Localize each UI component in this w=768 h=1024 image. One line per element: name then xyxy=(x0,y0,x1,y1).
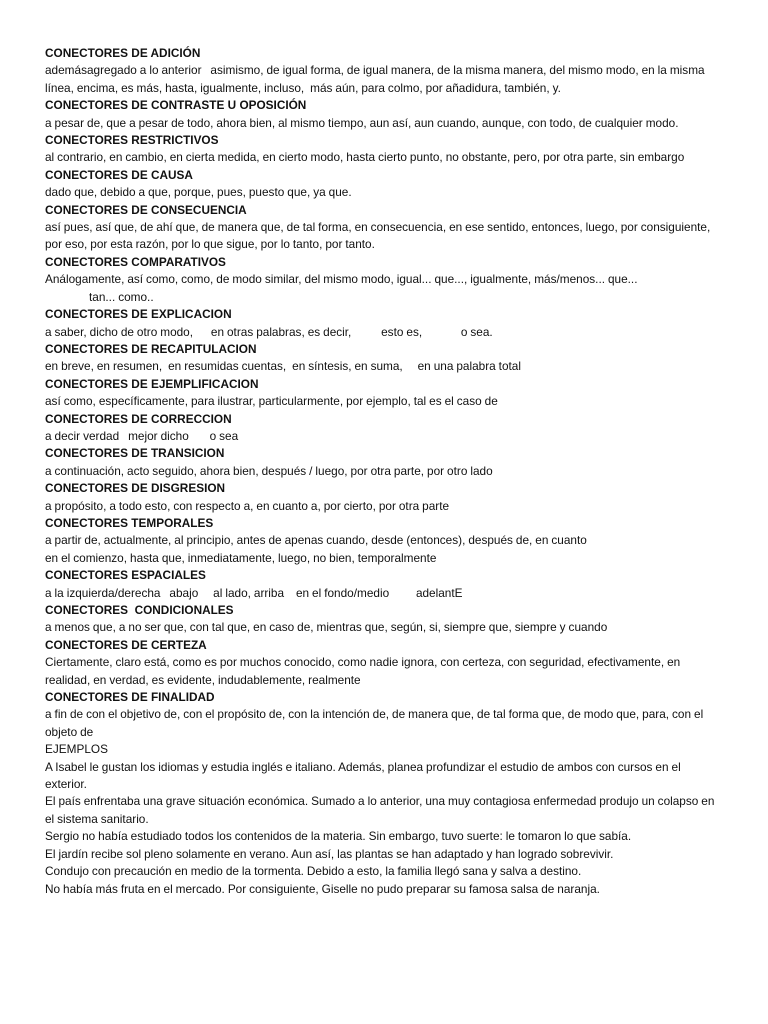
section-text: Ciertamente, claro está, como es por muchos conocido, como nadie ignora, con certeza, con seguridad, efectivamente, en realidad, en verdad, es evidente, indudablemente, realmente xyxy=(45,655,681,687)
section-disgresion xyxy=(45,480,725,515)
section-heading: CONECTORES TEMPORALES xyxy=(45,515,214,530)
section-consecuencia xyxy=(45,202,725,254)
section-text: a menos que, a no ser que, con tal que, en caso de, mientras que, según, si, siempre que, siempre y cuando xyxy=(45,620,608,635)
section-heading: CONECTORES RESTRICTIVOS xyxy=(45,133,219,148)
section-text: a partir de, actualmente, al principio, antes de apenas cuando, desde (entonces), después de, en cuanto xyxy=(45,533,587,548)
examples-heading: EJEMPLOS xyxy=(45,742,108,757)
example-sentence: No había más fruta en el mercado. Por consiguiente, Giselle no pudo preparar su famosa salsa de naranja. xyxy=(45,881,600,896)
section-adicion xyxy=(45,45,725,97)
section-heading: CONECTORES DE ADICIÓN xyxy=(45,46,201,60)
section-heading: CONECTORES DE RECAPITULACION xyxy=(45,341,257,356)
section-recapitulacion xyxy=(45,341,725,376)
section-text: a continuación, acto seguido, ahora bien, después / luego, por otra parte, por otro lado xyxy=(45,463,493,478)
section-ejemplificacion xyxy=(45,376,725,411)
section-finalidad xyxy=(45,689,725,741)
section-heading: CONECTORES COMPARATIVOS xyxy=(45,254,226,269)
section-text: así pues, así que, de ahí que, de manera que, de tal forma, en consecuencia, en ese sentido, entonces, luego, por consiguiente, por eso, por esta razón, por lo que sigue, por lo tanto, por tanto. xyxy=(45,220,711,252)
section-heading: CONECTORES DE CONTRASTE U OPOSICIÓN xyxy=(45,98,307,113)
section-heading: CONECTORES DE CERTEZA xyxy=(45,637,207,652)
examples-section xyxy=(45,741,725,898)
section-text: ademásagregado a lo anterior asimismo, de igual forma, de igual manera, de la misma manera, del mismo modo, en la misma línea, encima, es más, hasta, igualmente, incluso, más aún, para colmo, por añadidura, también, y. xyxy=(45,63,708,95)
section-text: a propósito, a todo esto, con respecto a, en cuanto a, por cierto, por otra parte xyxy=(45,498,450,513)
section-heading: CONECTORES DE DISGRESION xyxy=(45,481,226,496)
section-heading: CONECTORES DE CAUSA xyxy=(45,167,193,182)
section-heading: CONECTORES DE EXPLICACION xyxy=(45,307,232,322)
section-text: en breve, en resumen, en resumidas cuentas, en síntesis, en suma, en una palabra total xyxy=(45,359,521,374)
section-causa xyxy=(45,167,725,202)
section-text: Análogamente, así como, como, de modo similar, del mismo modo, igual... que..., igualmente, más/menos... que... xyxy=(45,272,638,287)
section-heading: CONECTORES DE TRANSICION xyxy=(45,446,225,461)
section-temporales xyxy=(45,515,725,567)
section-correccion xyxy=(45,411,725,446)
section-text: a pesar de, que a pesar de todo, ahora bien, al mismo tiempo, aun así, aun cuando, aunque, con todo, de cualquier modo. xyxy=(45,115,679,130)
section-heading: CONECTORES DE FINALIDAD xyxy=(45,690,215,705)
section-text: a fin de con el objetivo de, con el propósito de, con la intención de, de manera que, de tal forma que, de modo que, para, con el objeto de xyxy=(45,707,704,739)
section-restrictivos xyxy=(45,132,725,167)
section-condicionales xyxy=(45,602,725,637)
example-sentence: Condujo con precaución en medio de la tormenta. Debido a esto, la familia llegó sana y salva a destino. xyxy=(45,864,582,879)
section-heading: CONECTORES DE EJEMPLIFICACION xyxy=(45,376,259,391)
example-sentence: Sergio no había estudiado todos los contenidos de la materia. Sin embargo, tuvo suerte: le tomaron lo que sabía. xyxy=(45,829,632,844)
section-certeza xyxy=(45,637,725,689)
example-sentence: A Isabel le gustan los idiomas y estudia inglés e italiano. Además, planea profundizar el estudio de ambos con cursos en el exterior. xyxy=(45,759,681,792)
example-sentence: El jardín recibe sol pleno solamente en verano. Aun así, las plantas se han adaptado y han logrado sobrevivir. xyxy=(45,846,614,861)
section-text: así como, específicamente, para ilustrar, particularmente, por ejemplo, tal es el caso de xyxy=(45,394,498,409)
section-text-indented: tan... como.. xyxy=(89,289,154,304)
section-text: dado que, debido a que, porque, pues, puesto que, ya que. xyxy=(45,185,352,200)
section-text: en el comienzo, hasta que, inmediatamente, luego, no bien, temporalmente xyxy=(45,550,437,565)
section-heading: CONECTORES DE CORRECCION xyxy=(45,411,232,426)
section-text: al contrario, en cambio, en cierta medida, en cierto modo, hasta cierto punto, no obstante, pero, por otra parte, sin embargo xyxy=(45,150,685,165)
section-heading: CONECTORES DE CONSECUENCIA xyxy=(45,202,247,217)
section-explicacion xyxy=(45,306,725,341)
section-text: a saber, dicho de otro modo, en otras palabras, es decir, esto es, o sea. xyxy=(45,324,493,339)
section-transicion xyxy=(45,445,725,480)
section-heading: CONECTORES ESPACIALES xyxy=(45,568,206,583)
section-text: a la izquierda/derecha abajo al lado, arriba en el fondo/medio adelantE xyxy=(45,585,463,600)
section-text: a decir verdad mejor dicho o sea xyxy=(45,428,239,443)
section-comparativos xyxy=(45,254,725,306)
section-heading: CONECTORES CONDICIONALES xyxy=(45,603,234,617)
document-page xyxy=(45,45,725,898)
example-sentence: El país enfrentaba una grave situación económica. Sumado a lo anterior, una muy contagiosa enfermedad produjo un colapso en el sistema sanitario. xyxy=(45,794,715,826)
section-espaciales xyxy=(45,567,725,602)
section-contraste xyxy=(45,97,725,132)
